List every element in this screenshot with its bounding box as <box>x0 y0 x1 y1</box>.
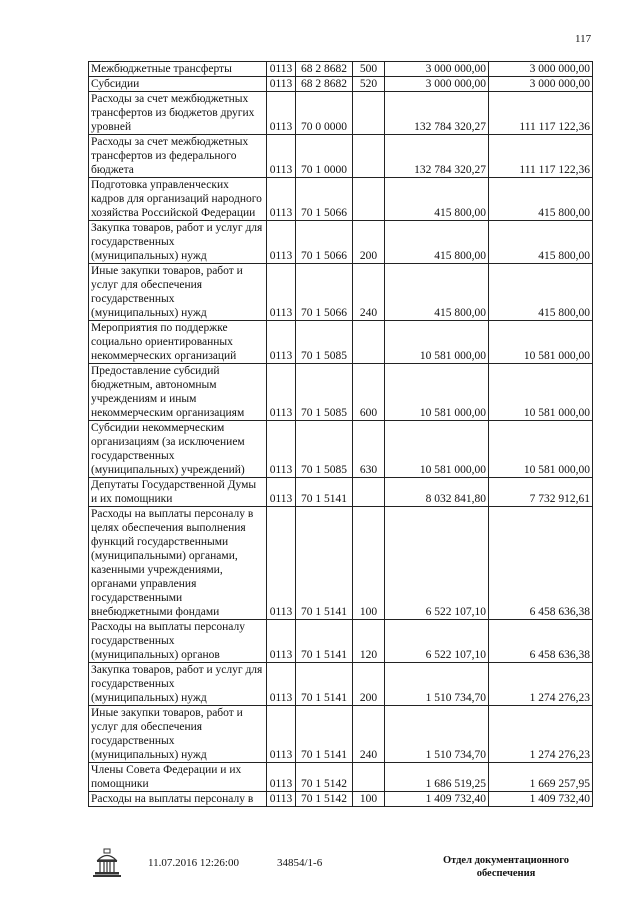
row-sum-1: 6 522 107,10 <box>385 507 489 620</box>
row-article: 70 0 0000 <box>296 92 353 135</box>
row-name: Предоставление субсидий бюджетным, автономным учреждениям и иным некоммерческим организациям <box>89 364 267 421</box>
row-article: 68 2 8682 <box>296 77 353 92</box>
table-row <box>89 507 593 620</box>
row-expense-type <box>353 135 385 178</box>
row-name: Расходы на выплаты персоналу государственных (муниципальных) органов <box>89 620 267 663</box>
table-row <box>89 135 593 178</box>
row-sum-2: 3 000 000,00 <box>489 77 593 92</box>
row-sum-2: 6 458 636,38 <box>489 620 593 663</box>
table-row <box>89 478 593 507</box>
row-sum-1: 1 510 734,70 <box>385 706 489 763</box>
row-article: 70 1 5142 <box>296 792 353 807</box>
row-section: 0113 <box>267 221 296 264</box>
row-sum-2: 415 800,00 <box>489 221 593 264</box>
row-sum-1: 1 686 519,25 <box>385 763 489 792</box>
row-name: Иные закупки товаров, работ и услуг для обеспечения государственных (муниципальных) нужд <box>89 264 267 321</box>
table-row <box>89 792 593 807</box>
row-sum-2: 1 669 257,95 <box>489 763 593 792</box>
row-article: 70 1 5142 <box>296 763 353 792</box>
row-expense-type: 200 <box>353 221 385 264</box>
row-sum-1: 132 784 320,27 <box>385 135 489 178</box>
row-sum-1: 415 800,00 <box>385 221 489 264</box>
row-sum-2: 10 581 000,00 <box>489 421 593 478</box>
row-sum-1: 10 581 000,00 <box>385 421 489 478</box>
footer-datetime: 11.07.2016 12:26:00 <box>148 857 239 869</box>
table-row <box>89 763 593 792</box>
row-section: 0113 <box>267 478 296 507</box>
row-sum-2: 10 581 000,00 <box>489 364 593 421</box>
row-section: 0113 <box>267 135 296 178</box>
row-sum-2: 7 732 912,61 <box>489 478 593 507</box>
table-row <box>89 62 593 77</box>
row-expense-type: 240 <box>353 706 385 763</box>
budget-table-body <box>89 62 593 807</box>
table-row <box>89 706 593 763</box>
row-section: 0113 <box>267 92 296 135</box>
row-expense-type <box>353 478 385 507</box>
table-row <box>89 92 593 135</box>
row-article: 70 1 5141 <box>296 507 353 620</box>
row-sum-1: 1 510 734,70 <box>385 663 489 706</box>
row-section: 0113 <box>267 62 296 77</box>
row-sum-2: 1 274 276,23 <box>489 663 593 706</box>
row-expense-type <box>353 92 385 135</box>
row-article: 70 1 5141 <box>296 478 353 507</box>
row-section: 0113 <box>267 706 296 763</box>
row-name: Подготовка управленческих кадров для организаций народного хозяйства Российской Федерации <box>89 178 267 221</box>
row-name: Расходы на выплаты персоналу в <box>89 792 267 807</box>
row-sum-1: 415 800,00 <box>385 178 489 221</box>
row-section: 0113 <box>267 620 296 663</box>
row-article: 70 1 5066 <box>296 221 353 264</box>
row-name: Межбюджетные трансферты <box>89 62 267 77</box>
row-article: 70 1 5085 <box>296 321 353 364</box>
row-sum-2: 10 581 000,00 <box>489 321 593 364</box>
row-expense-type: 520 <box>353 77 385 92</box>
table-row <box>89 178 593 221</box>
row-article: 70 1 5141 <box>296 620 353 663</box>
row-section: 0113 <box>267 264 296 321</box>
page-number: 117 <box>575 33 592 45</box>
row-section: 0113 <box>267 321 296 364</box>
row-expense-type <box>353 763 385 792</box>
row-section: 0113 <box>267 421 296 478</box>
row-name: Расходы за счет межбюджетных трансфертов из федерального бюджета <box>89 135 267 178</box>
row-name: Мероприятия по поддержке социально ориентированных некоммерческих организаций <box>89 321 267 364</box>
row-section: 0113 <box>267 663 296 706</box>
row-section: 0113 <box>267 77 296 92</box>
row-name: Субсидии некоммерческим организациям (за исключением государственных (муниципальных) учреждений) <box>89 421 267 478</box>
table-row <box>89 221 593 264</box>
table-row <box>89 663 593 706</box>
row-expense-type: 630 <box>353 421 385 478</box>
row-expense-type: 120 <box>353 620 385 663</box>
row-article: 70 1 5066 <box>296 178 353 221</box>
row-section: 0113 <box>267 178 296 221</box>
row-article: 70 1 5085 <box>296 364 353 421</box>
duma-emblem-icon <box>92 848 122 878</box>
row-article: 68 2 8682 <box>296 62 353 77</box>
budget-table <box>88 61 593 807</box>
row-expense-type: 200 <box>353 663 385 706</box>
row-section: 0113 <box>267 364 296 421</box>
row-sum-2: 415 800,00 <box>489 264 593 321</box>
row-name: Субсидии <box>89 77 267 92</box>
table-row <box>89 264 593 321</box>
row-sum-1: 415 800,00 <box>385 264 489 321</box>
row-name: Закупка товаров, работ и услуг для государственных (муниципальных) нужд <box>89 663 267 706</box>
row-expense-type <box>353 321 385 364</box>
row-sum-1: 1 409 732,40 <box>385 792 489 807</box>
row-article: 70 1 0000 <box>296 135 353 178</box>
row-sum-1: 3 000 000,00 <box>385 77 489 92</box>
row-sum-1: 10 581 000,00 <box>385 321 489 364</box>
row-section: 0113 <box>267 792 296 807</box>
row-sum-2: 415 800,00 <box>489 178 593 221</box>
row-sum-2: 3 000 000,00 <box>489 62 593 77</box>
footer-department: Отдел документационного обеспечения <box>442 855 570 879</box>
row-section: 0113 <box>267 763 296 792</box>
table-row <box>89 364 593 421</box>
row-sum-2: 1 409 732,40 <box>489 792 593 807</box>
row-name: Члены Совета Федерации и их помощники <box>89 763 267 792</box>
row-expense-type: 500 <box>353 62 385 77</box>
row-sum-1: 10 581 000,00 <box>385 364 489 421</box>
row-sum-1: 3 000 000,00 <box>385 62 489 77</box>
row-expense-type: 100 <box>353 507 385 620</box>
row-name: Закупка товаров, работ и услуг для государственных (муниципальных) нужд <box>89 221 267 264</box>
row-sum-2: 1 274 276,23 <box>489 706 593 763</box>
table-row <box>89 421 593 478</box>
row-sum-2: 6 458 636,38 <box>489 507 593 620</box>
row-expense-type: 100 <box>353 792 385 807</box>
row-name: Расходы за счет межбюджетных трансфертов из бюджетов других уровней <box>89 92 267 135</box>
row-name: Расходы на выплаты персоналу в целях обеспечения выполнения функций государственными (муниципальными) органами, казенными учреждениями, органами управления государственными внебюджетными фондами <box>89 507 267 620</box>
row-sum-1: 6 522 107,10 <box>385 620 489 663</box>
footer-doc-number: 34854/1-6 <box>277 857 323 869</box>
row-expense-type: 240 <box>353 264 385 321</box>
row-section: 0113 <box>267 507 296 620</box>
row-article: 70 1 5066 <box>296 264 353 321</box>
row-expense-type: 600 <box>353 364 385 421</box>
row-sum-2: 111 117 122,36 <box>489 135 593 178</box>
row-name: Иные закупки товаров, работ и услуг для обеспечения государственных (муниципальных) нужд <box>89 706 267 763</box>
table-row <box>89 321 593 364</box>
table-row <box>89 77 593 92</box>
row-article: 70 1 5085 <box>296 421 353 478</box>
row-sum-1: 8 032 841,80 <box>385 478 489 507</box>
row-expense-type <box>353 178 385 221</box>
row-article: 70 1 5141 <box>296 706 353 763</box>
table-row <box>89 620 593 663</box>
row-sum-2: 111 117 122,36 <box>489 92 593 135</box>
row-sum-1: 132 784 320,27 <box>385 92 489 135</box>
row-article: 70 1 5141 <box>296 663 353 706</box>
row-name: Депутаты Государственной Думы и их помощники <box>89 478 267 507</box>
